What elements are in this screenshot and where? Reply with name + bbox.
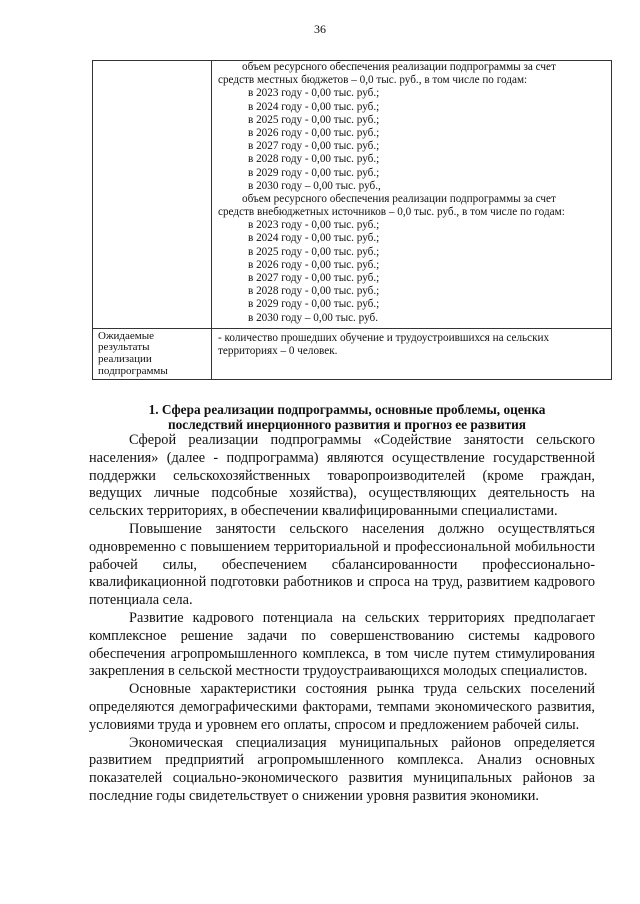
local-budget-intro-line: средств местных бюджетов – 0,0 тыс. руб., в том числе по годам:: [218, 74, 528, 87]
year-line: в 2027 году - 0,00 тыс. руб.;: [248, 272, 380, 284]
results-label-line: Ожидаемые: [98, 329, 155, 342]
results-label-line: реализации: [98, 352, 152, 365]
resources-table: [92, 60, 612, 380]
paragraph: Развитие кадрового потенциала на сельских территориях предполагает комплексное решение задачи по совершенствованию системы кадрового обеспечения агропромышленного комплекса, в том числе путем стимулирования закрепления в сельской местности трудоустраивающихся молодых специалистов.: [89, 609, 595, 680]
local-budget-intro-line: объем ресурсного обеспечения реализации подпрограммы за счет: [242, 61, 556, 73]
results-value-line: - количество прошедших обучение и трудоустроившихся на сельских: [218, 331, 550, 344]
year-line: в 2029 году - 0,00 тыс. руб.;: [248, 166, 380, 179]
offbudget-intro-line: средств внебюджетных источников – 0,0 тыс. руб., в том числе по годам:: [218, 206, 565, 219]
page-number: 36: [314, 22, 326, 36]
section-body: [89, 432, 595, 806]
section-heading-line: 1. Сфера реализации подпрограммы, основные проблемы, оценка: [148, 402, 546, 417]
year-line: в 2028 году - 0,00 тыс. руб.;: [248, 153, 380, 166]
resources-cell: [212, 61, 612, 329]
year-line: в 2024 году - 0,00 тыс. руб.;: [248, 232, 380, 245]
results-label-line: подпрограммы: [98, 364, 168, 377]
year-line: в 2029 году - 0,00 тыс. руб.;: [248, 298, 380, 311]
paragraph: Повышение занятости сельского населения должно осуществляться одновременно с повышением территориальной и профессиональной мобильности рабочей силы, обеспечением сбалансированности профессионально-квалификационной подготовки работников и спроса на труд, развитием кадрового потенциала села.: [89, 520, 595, 609]
year-line: в 2023 году - 0,00 тыс. руб.;: [248, 219, 380, 232]
year-line: в 2026 году - 0,00 тыс. руб.;: [248, 126, 380, 139]
offbudget-intro-line: объем ресурсного обеспечения реализации подпрограммы за счет: [242, 192, 556, 205]
year-line: в 2030 году – 0,00 тыс. руб.: [248, 311, 379, 324]
paragraph: Основные характеристики состояния рынка труда сельских поселений определяются демографическими факторами, темпами экономического развития, условиями труда и уровнем его оплаты, спросом и предложением рабочей силы.: [89, 681, 595, 733]
year-line: в 2025 году - 0,00 тыс. руб.;: [248, 245, 380, 258]
paragraph: Экономическая специализация муниципальных районов определяется развитием предприятий агропромышленного комплекса. Анализ основных показателей социально-экономического развития муниципальных районов за последние годы свидетельствует о снижении уровня развития экономики.: [89, 734, 595, 804]
table-row: [93, 61, 612, 329]
year-line: в 2030 году – 0,00 тыс. руб.,: [248, 179, 381, 192]
year-line: в 2027 году - 0,00 тыс. руб.;: [248, 140, 380, 153]
results-label-line: результаты: [98, 341, 150, 354]
results-label-cell: [93, 328, 212, 379]
year-line: в 2025 году - 0,00 тыс. руб.;: [248, 113, 380, 126]
table-row: [93, 328, 612, 379]
results-value-cell: [212, 328, 612, 379]
results-value-line: территориях – 0 человек.: [218, 344, 338, 357]
year-line: в 2024 году - 0,00 тыс. руб.;: [248, 100, 380, 113]
section-heading-line: последствий инерционного развития и прогноз ее развития: [167, 417, 527, 432]
paragraph: Сферой реализации подпрограммы «Содействие занятости сельского населения» (далее - подпрограмма) являются осуществление государственной поддержки сельскохозяйственных товаропроизводителей (кроме граждан, ведущих личные подсобные хозяйства), осуществляющих деятельность на сельских территориях, в обеспечении квалифицированными специалистами.: [89, 432, 595, 520]
section-heading: [90, 402, 604, 432]
year-line: в 2026 году - 0,00 тыс. руб.;: [248, 258, 380, 271]
year-line: в 2023 году - 0,00 тыс. руб.;: [248, 87, 380, 100]
year-line: в 2028 году - 0,00 тыс. руб.;: [248, 285, 380, 298]
table-label-cell: [93, 61, 212, 329]
